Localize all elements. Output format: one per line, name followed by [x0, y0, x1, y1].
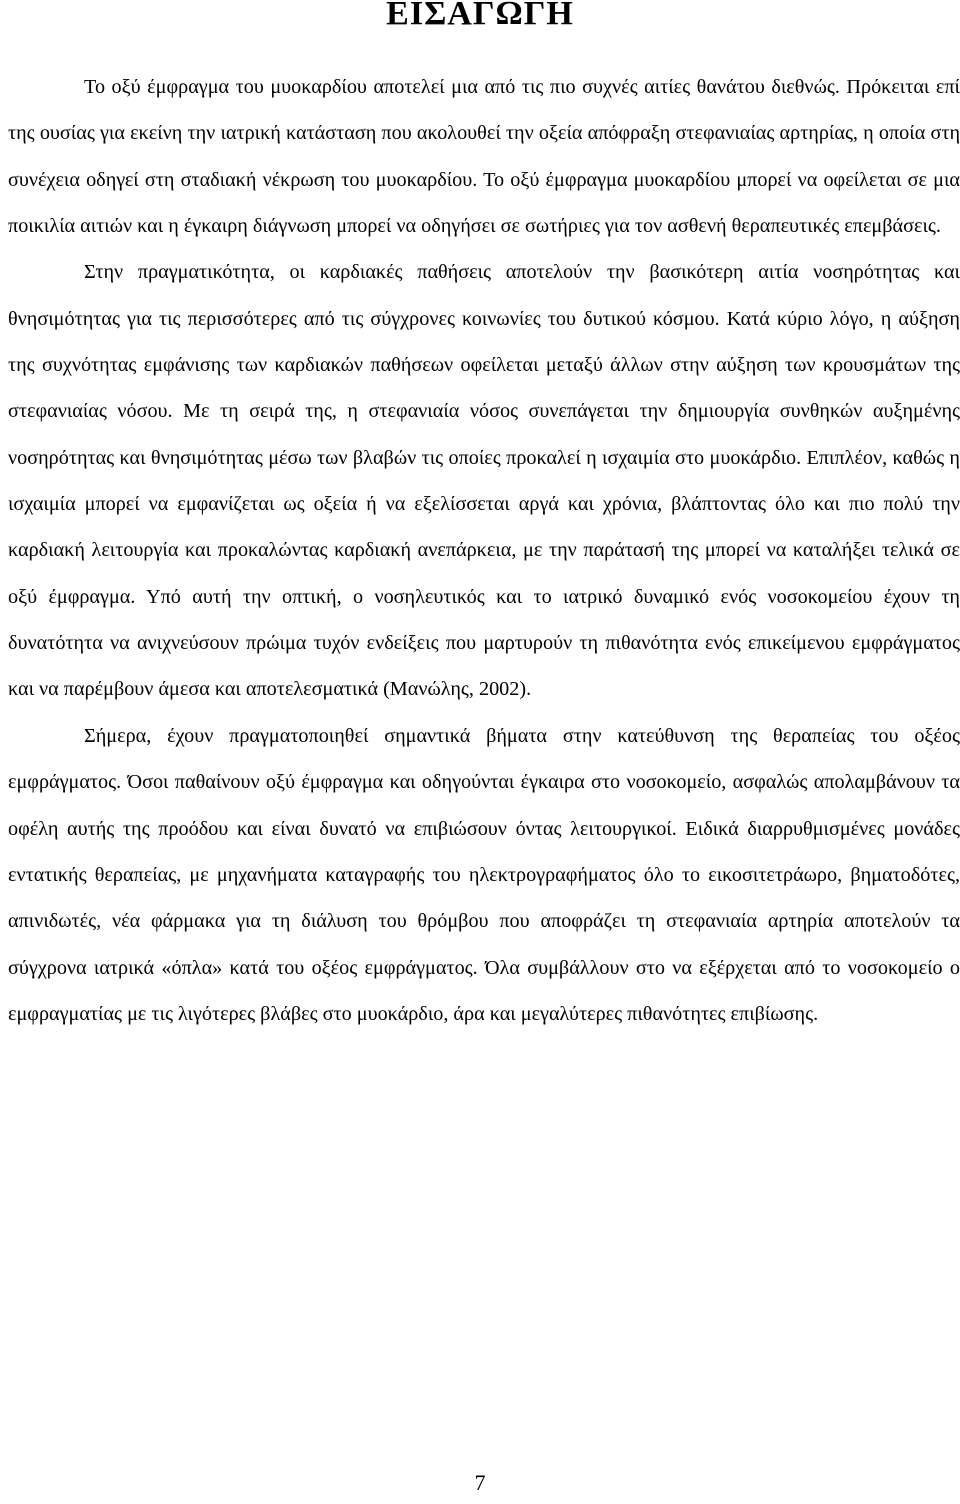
paragraph-treatment: Σήμερα, έχουν πραγματοποιηθεί σημαντικά βήματα στην κατεύθυνση της θεραπείας του οξέος εμφράγματος. Όσοι παθαίνουν οξύ έμφραγμα και οδηγούνται έγκαιρα στο νοσοκομείο, ασφαλώς απολαμβάνουν τα οφέλη αυτής της προόδου και είναι δυνατό να επιβιώσουν όντας λειτουργικοί. Ειδικά διαρρυθμισμένες μονάδες εντατικής θεραπείας, με μηχανήματα καταγραφής του ηλεκτρογραφήματος όλο το εικοσιτετράωρο, βηματοδότες, απινιδωτές, νέα φάρμακα για τη διάλυση του θρόμβου που αποφράζει τη στεφανιαία αρτηρία αποτελούν τα σύγχρονα ιατρικά «όπλα» κατά του οξέος εμφράγματος. Όλα συμβάλλουν στο να εξέρχεται από το νοσοκομείο ο εμφραγματίας με τις λιγότερες βλάβες στο μυοκάρδιο, άρα και μεγαλύτερες πιθανότητες επιβίωσης. [8, 724, 960, 1025]
body-text [8, 64, 960, 1037]
paragraph-intro: Το οξύ έμφραγμα του μυοκαρδίου αποτελεί μια από τις πιο συχνές αιτίες θανάτου διεθνώς. Πρόκειται επί της ουσίας για εκείνη την ιατρική κατάσταση που ακολουθεί την οξεία απόφραξη στεφανιαίας αρτηρίας, η οποία στη συνέχεια οδηγεί στη σταδιακή νέκρωση του μυοκαρδίου. Το οξύ έμφραγμα μυοκαρδίου μπορεί να οφείλεται σε μια ποικιλία αιτιών και η έγκαιρη διάγνωση μπορεί να οδηγήσει σε σωτήριες για τον ασθενή θεραπευτικές επεμβάσεις. [8, 76, 960, 238]
page-number: 7 [474, 1470, 486, 1495]
paragraph-cardiac-diseases: Στην πραγματικότητα, οι καρδιακές παθήσεις αποτελούν την βασικότερη αιτία νοσηρότητας και θνησιμότητας για τις περισσότερες από τις σύγχρονες κοινωνίες του δυτικού κόσμου. Κατά κύριο λόγο, η αύξηση της συχνότητας εμφάνισης των καρδιακών παθήσεων οφείλεται μεταξύ άλλων στην αύξηση των κρουσμάτων της στεφανιαίας νόσου. Με τη σειρά της, η στεφανιαία νόσος συνεπάγεται την δημιουργία συνθηκών αυξημένης νοσηρότητας και θνησιμότητας μέσω των βλαβών τις οποίες προκαλεί η ισχαιμία στο μυοκάρδιο. Επιπλέον, καθώς η ισχαιμία μπορεί να εμφανίζεται ως οξεία ή να εξελίσσεται αργά και χρόνια, βλάπτοντας όλο και πιο πολύ την καρδιακή λειτουργία και προκαλώντας καρδιακή ανεπάρκεια, με την παράτασή της μπορεί να καταλήξει τελικά σε οξύ έμφραγμα. Υπό αυτή την οπτική, ο νοσηλευτικός και το ιατρικό δυναμικό ενός νοσοκομείου έχουν τη δυνατότητα να ανιχνεύσουν πρώιμα τυχόν ενδείξεις που μαρτυρούν τη πιθανότητα ενός επικείμενου εμφράγματος και να παρέμβουν άμεσα και αποτελεσματικά (Μανώλης, 2002). [8, 261, 960, 701]
page-title: ΕΙΣΑΓΩΓΗ [386, 0, 574, 32]
